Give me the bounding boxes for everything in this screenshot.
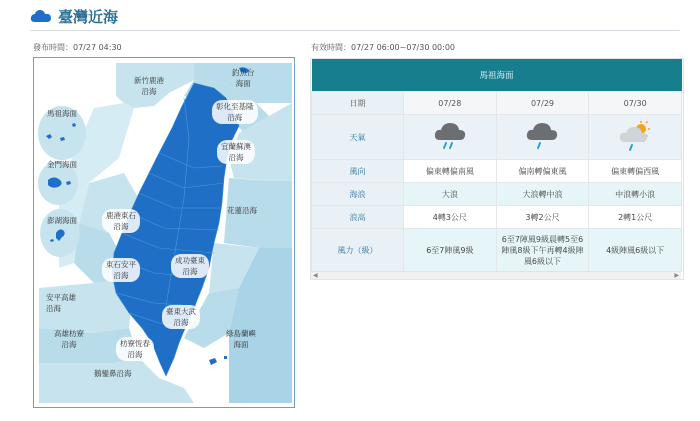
label-matsu[interactable]: 馬祖海面 <box>47 109 77 118</box>
label-chenggong[interactable]: 成功臺東 沿海 <box>171 254 209 278</box>
cloud-rain-icon <box>432 120 468 152</box>
label-eluanbi[interactable]: 鵝鑾鼻沿海 <box>94 369 132 378</box>
scroll-left-icon[interactable]: ◀ <box>313 272 318 279</box>
page-header <box>30 6 118 26</box>
date-cell: 07/29 <box>496 92 589 115</box>
sky-cell <box>589 115 682 160</box>
wind-force-cell: 6至7陣風9級 <box>404 229 497 272</box>
wave-label: 海浪 <box>312 183 404 206</box>
label-taitung-dawu[interactable]: 臺東大武 沿海 <box>162 305 200 329</box>
horizontal-scrollbar[interactable] <box>311 271 681 279</box>
date-row <box>312 92 682 115</box>
wave-height-label: 浪高 <box>312 206 404 229</box>
date-cell: 07/30 <box>589 92 682 115</box>
label-lukang[interactable]: 鹿港東石 沿海 <box>102 209 140 233</box>
wind-dir-row <box>312 160 682 183</box>
label-hsinchu[interactable]: 新竹鹿港 沿海 <box>134 76 164 96</box>
label-fangliao-hengchun[interactable]: 枋寮恆春 沿海 <box>116 337 154 361</box>
forecast-area-title: 馬祖海面 <box>312 59 682 92</box>
forecast-table <box>311 59 682 272</box>
label-yilan[interactable]: 宜蘭蘇澳 沿海 <box>217 140 255 164</box>
cloud-rain-icon <box>524 120 560 152</box>
wind-force-cell: 4級陣風6級以下 <box>589 229 682 272</box>
label-kaohsiung-fangliao[interactable]: 高雄枋寮 沿海 <box>54 329 84 349</box>
header-divider <box>30 30 680 31</box>
scroll-right-icon[interactable]: ▶ <box>674 272 679 279</box>
wave-cell: 大浪 <box>404 183 497 206</box>
label-diaoyutai[interactable]: 釣魚台 海面 <box>232 68 255 88</box>
label-hualien[interactable]: 花蓮沿海 <box>227 206 257 215</box>
label-penghu[interactable]: 澎湖海面 <box>47 216 77 225</box>
sky-row <box>312 115 682 160</box>
sky-label: 天氣 <box>312 115 404 160</box>
valid-time: 有效時間：07/27 06:00~07/30 00:00 <box>311 43 456 52</box>
wave-height-cell: 2轉1公尺 <box>589 206 682 229</box>
wind-force-label: 風力（級） <box>312 229 404 272</box>
coastal-map <box>33 57 295 408</box>
sun-cloud-rain-icon <box>617 120 653 152</box>
date-cell: 07/28 <box>404 92 497 115</box>
wind-dir-cell: 偏東轉偏南風 <box>404 160 497 183</box>
wind-dir-cell: 偏南轉偏東風 <box>496 160 589 183</box>
wave-height-cell: 3轉2公尺 <box>496 206 589 229</box>
label-anping[interactable]: 東石安平 沿海 <box>102 258 140 282</box>
label-changhua-keelung[interactable]: 彰化至基隆 沿海 <box>212 100 258 124</box>
wave-height-row <box>312 206 682 229</box>
label-anping-kaohsiung[interactable]: 安平高雄 沿海 <box>46 293 76 313</box>
wind-force-row <box>312 229 682 272</box>
label-kinmen[interactable]: 金門海面 <box>47 160 77 169</box>
cloud-icon <box>30 9 52 23</box>
wind-dir-cell: 偏東轉偏西風 <box>589 160 682 183</box>
label-lanyu[interactable]: 綠島蘭嶼 海面 <box>226 329 256 349</box>
wind-force-cell: 6至7陣風9級晨轉5至6陣風8級下午再轉4級陣風6級以下 <box>496 229 589 272</box>
sky-cell <box>404 115 497 160</box>
wave-cell: 中浪轉小浪 <box>589 183 682 206</box>
wave-cell: 大浪轉中浪 <box>496 183 589 206</box>
wave-row <box>312 183 682 206</box>
forecast-table-container <box>310 58 684 280</box>
wave-height-cell: 4轉3公尺 <box>404 206 497 229</box>
wind-dir-label: 風向 <box>312 160 404 183</box>
page-title: 臺灣近海 <box>58 7 119 26</box>
issue-time: 發布時間：07/27 04:30 <box>33 43 122 52</box>
sky-cell <box>496 115 589 160</box>
date-label: 日期 <box>312 92 404 115</box>
